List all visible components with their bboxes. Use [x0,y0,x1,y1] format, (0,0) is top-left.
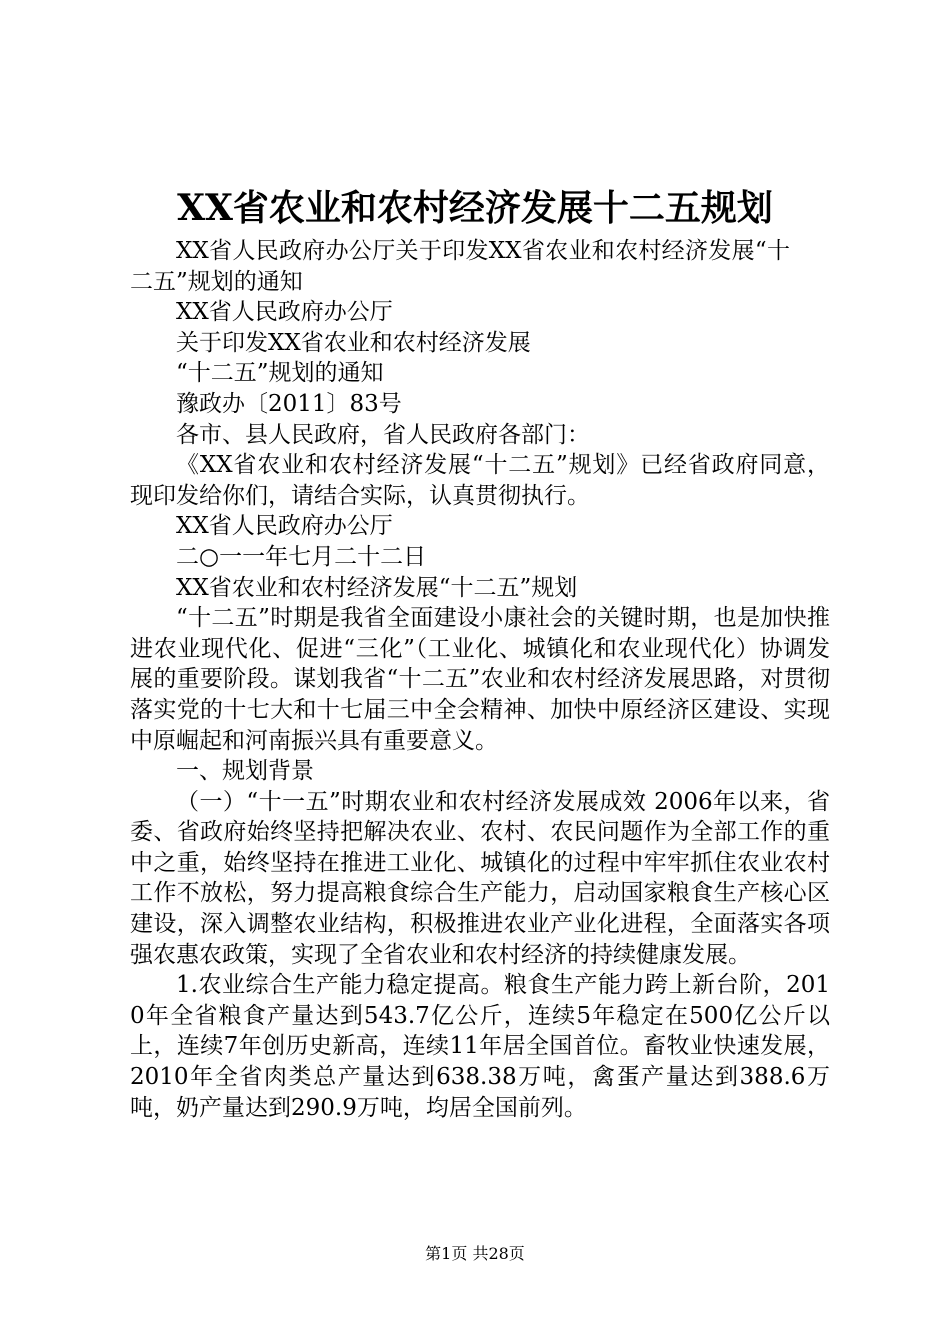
addressee-line: 各市、县人民政府，省人民政府各部门： [176,421,590,448]
item-1-paragraph: 1.农业综合生产能力稳定提高。粮食生产能力跨上新台阶，2010年全省粮食产量达到543.7亿公斤，连续5年稳定在500亿公斤以上，连续7年创历史新高，连续11年居全国首位。畜牧业快速发展，2010年全省肉类总产量达到638.38万吨，禽蛋产量达到388.6万吨，奶产量达到290.9万吨，均居全国前列。 [130,972,830,1121]
plan-title: XX省农业和农村经济发展“十二五”规划 [176,574,578,601]
issuer-line: XX省人民政府办公厅 [176,299,393,326]
notice-subject-line-2: “十二五”规划的通知 [176,360,384,387]
document-body [130,236,830,1123]
notice-heading: XX省人民政府办公厅关于印发XX省农业和农村经济发展“十二五”规划的通知 [130,238,790,295]
notice-subject-line-1: 关于印发XX省农业和农村经济发展 [176,329,531,356]
document-number: 豫政办〔2011〕83号 [176,390,402,417]
notice-body-paragraph: 《XX省农业和农村经济发展“十二五”规划》已经省政府同意，现印发给你们，请结合实际，认真贯彻执行。 [130,452,830,509]
document-title: XX省农业和农村经济发展十二五规划 [177,187,773,229]
signature-date: 二○一一年七月二十二日 [176,543,427,570]
section-1-paragraph: （一）“十一五”时期农业和农村经济发展成效 2006年以来，省委、省政府始终坚持把解决农业、农村、农民问题作为全部工作的重中之重，始终坚持在推进工业化、城镇化的过程中牢牢抓住农业农村工作不放松，努力提高粮食综合生产能力，启动国家粮食生产核心区建设，深入调整农业结构，积极推进农业产业化进程，全面落实各项强农惠农政策，实现了全省农业和农村经济的持续健康发展。 [130,788,830,968]
section-heading-background: 一、规划背景 [176,758,314,785]
page-footer: 第1页 共28页 [425,1244,525,1263]
signature-issuer: XX省人民政府办公厅 [176,513,393,540]
intro-paragraph: “十二五”时期是我省全面建设小康社会的关键时期，也是加快推进农业现代化、促进“三化”（工业化、城镇化和农业现代化）协调发展的重要阶段。谋划我省“十二五”农业和农村经济发展思路，对贯彻落实党的十七大和十七届三中全会精神、加快中原经济区建设、实现中原崛起和河南振兴具有重要意义。 [130,605,830,754]
